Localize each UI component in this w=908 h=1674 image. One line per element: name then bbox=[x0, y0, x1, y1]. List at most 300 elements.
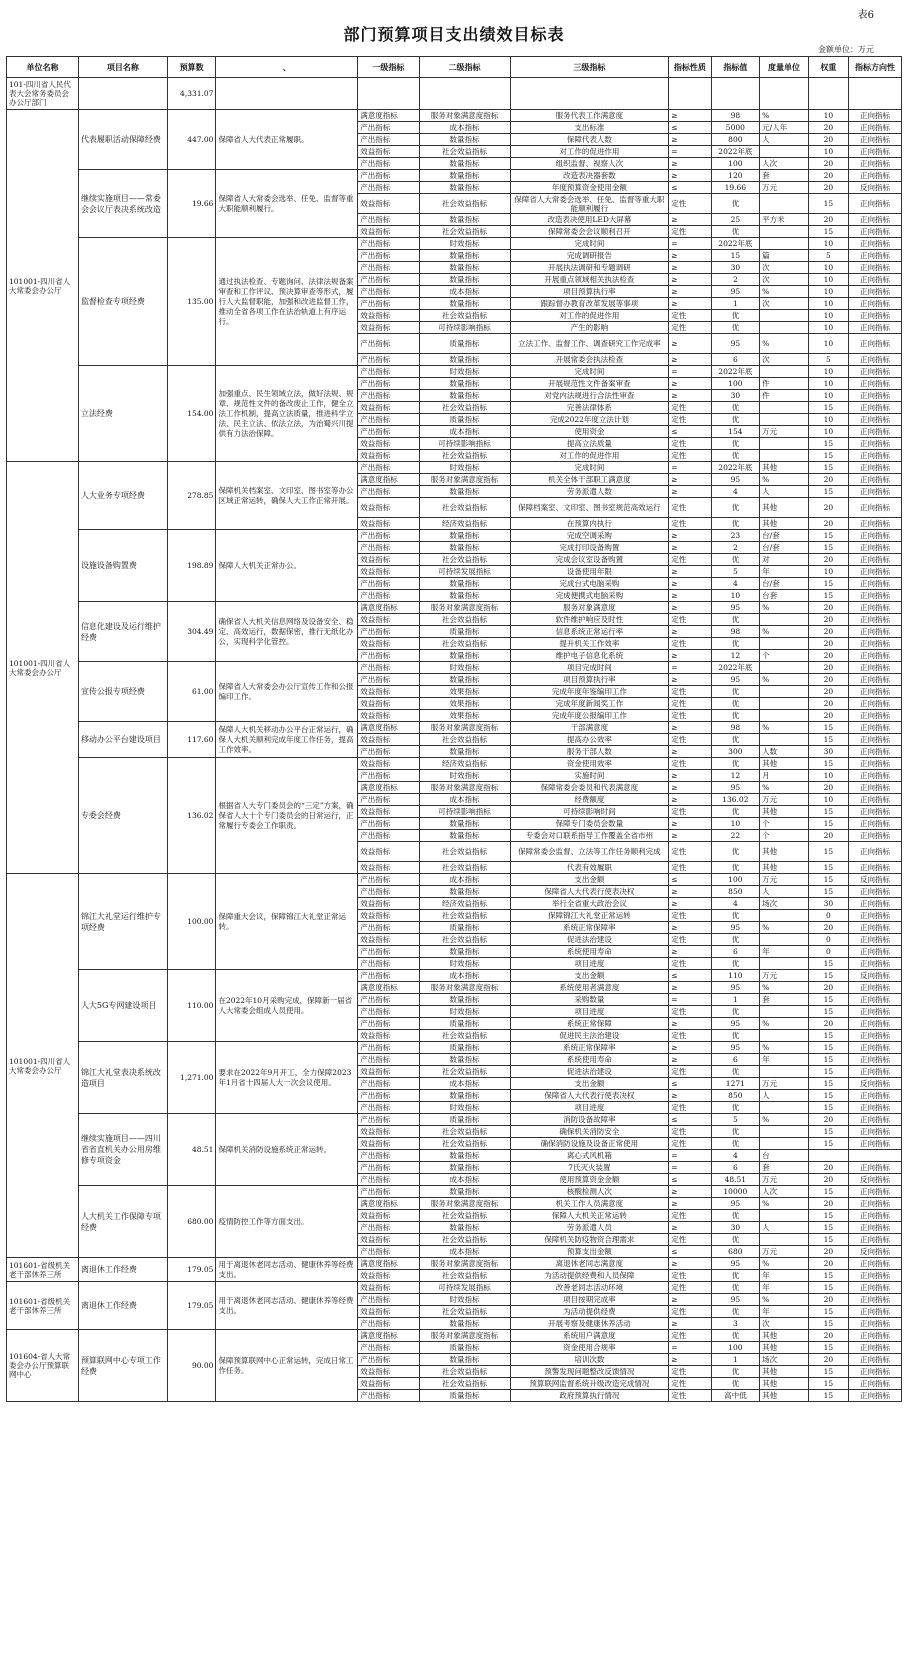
direction: 正向指标 bbox=[849, 122, 902, 134]
level3-indicator: 对工作的促进作用 bbox=[510, 146, 669, 158]
weight: 15 bbox=[808, 590, 848, 602]
measure-unit: 其他 bbox=[760, 1366, 809, 1378]
indicator-nature: ≤ bbox=[669, 874, 711, 886]
level2-indicator: 社会效益指标 bbox=[419, 1030, 510, 1042]
level3-indicator: 对党内法规进行合法性审查 bbox=[510, 390, 669, 402]
level2-indicator: 数量指标 bbox=[419, 354, 510, 366]
budget-cell: 117.60 bbox=[167, 722, 216, 758]
indicator-nature: 定性 bbox=[669, 958, 711, 970]
table-row bbox=[7, 78, 902, 110]
indicator-value: 680 bbox=[711, 1246, 760, 1258]
indicator-value: 1 bbox=[711, 1354, 760, 1366]
level1-indicator: 效益指标 bbox=[358, 910, 419, 922]
budget-cell: 110.00 bbox=[167, 970, 216, 1042]
level2-indicator: 数量指标 bbox=[419, 262, 510, 274]
measure-unit: 其他 bbox=[760, 498, 809, 518]
indicator-nature: 定性 bbox=[669, 1378, 711, 1390]
budget-cell: 198.89 bbox=[167, 530, 216, 602]
measure-unit: 万元 bbox=[760, 970, 809, 982]
level1-indicator: 产出指标 bbox=[358, 214, 419, 226]
indicator-nature: ≥ bbox=[669, 214, 711, 226]
level2-indicator: 数量指标 bbox=[419, 486, 510, 498]
level3-indicator: 组织监督、视察人次 bbox=[510, 158, 669, 170]
measure-unit bbox=[760, 1138, 809, 1150]
level1-indicator: 效益指标 bbox=[358, 1126, 419, 1138]
measure-unit: 人 bbox=[760, 1222, 809, 1234]
weight: 10 bbox=[808, 366, 848, 378]
unit-name-cell: 101604-省人大常委会办公厅预算联网中心 bbox=[7, 1330, 79, 1402]
unit-name-cell: 101-四川省人民代表大会常务委员会办公厅部门 bbox=[7, 78, 79, 110]
indicator-value: 优 bbox=[711, 1330, 760, 1342]
indicator-nature: ≥ bbox=[669, 830, 711, 842]
level1-indicator: 效益指标 bbox=[358, 554, 419, 566]
weight: 15 bbox=[808, 1186, 848, 1198]
level3-indicator: 完成年度年鉴编印工作 bbox=[510, 686, 669, 698]
direction: 正向指标 bbox=[849, 1162, 902, 1174]
level1-indicator: 产出指标 bbox=[358, 1318, 419, 1330]
weight: 20 bbox=[808, 214, 848, 226]
level3-indicator: 对工作的促进作用 bbox=[510, 450, 669, 462]
direction: 正向指标 bbox=[849, 474, 902, 486]
indicator-value: 优 bbox=[711, 498, 760, 518]
level1-indicator: 产出指标 bbox=[358, 662, 419, 674]
weight: 15 bbox=[808, 1042, 848, 1054]
indicator-value: 4 bbox=[711, 1150, 760, 1162]
indicator-nature: 定性 bbox=[669, 934, 711, 946]
indicator-value: 95 bbox=[711, 1258, 760, 1270]
level2-indicator: 数量指标 bbox=[419, 170, 510, 182]
weight: 15 bbox=[808, 1366, 848, 1378]
indicator-nature: 定性 bbox=[669, 322, 711, 334]
direction: 正向指标 bbox=[849, 1114, 902, 1126]
weight: 15 bbox=[808, 1006, 848, 1018]
level3-indicator: 消防设备故障率 bbox=[510, 1114, 669, 1126]
level3-indicator: 服务对象满意度 bbox=[510, 602, 669, 614]
direction: 正向指标 bbox=[849, 1210, 902, 1222]
direction: 正向指标 bbox=[849, 794, 902, 806]
budget-cell: 4,331.07 bbox=[167, 78, 216, 110]
unit-name-cell: 101601-省级机关老干部休养三所 bbox=[7, 1258, 79, 1282]
level1-indicator: 效益指标 bbox=[358, 614, 419, 626]
indicator-nature: ≥ bbox=[669, 262, 711, 274]
project-name-cell: 预算联网中心专项工作经费 bbox=[78, 1330, 167, 1402]
measure-unit: 年 bbox=[760, 1054, 809, 1066]
direction: 正向指标 bbox=[849, 566, 902, 578]
project-description-cell: 保障省人大常委会办公厅宣传工作和公报编印工作。 bbox=[216, 662, 358, 722]
project-name-cell: 立法经费 bbox=[78, 366, 167, 462]
indicator-nature: ≥ bbox=[669, 566, 711, 578]
level2-indicator: 社会效益指标 bbox=[419, 1234, 510, 1246]
indicator-nature: ≤ bbox=[669, 182, 711, 194]
level2-indicator: 数量指标 bbox=[419, 818, 510, 830]
project-description-cell: 通过执法检查、专题询问、法律法规备案审查和工作评议、预决算审查等形式，履行人大监督职能，加强和改进监督工作，推动全省各项工作在法治轨道上有序运行。 bbox=[216, 238, 358, 366]
budget-cell: 179.05 bbox=[167, 1282, 216, 1330]
project-name-cell: 移动办公平台建设项目 bbox=[78, 722, 167, 758]
level2-indicator: 成本指标 bbox=[419, 874, 510, 886]
measure-unit: 万元 bbox=[760, 182, 809, 194]
table-row bbox=[7, 238, 902, 250]
direction: 反向指标 bbox=[849, 182, 902, 194]
weight: 20 bbox=[808, 922, 848, 934]
level3-indicator: 劳务派遣人员 bbox=[510, 1222, 669, 1234]
indicator-value: 3 bbox=[711, 1318, 760, 1330]
level3-indicator: 促进法治建设 bbox=[510, 934, 669, 946]
indicator-value: 优 bbox=[711, 1066, 760, 1078]
empty-cell bbox=[216, 78, 358, 110]
measure-unit bbox=[760, 194, 809, 214]
level3-indicator: 保障常委会监督、立法等工作任务顺利完成 bbox=[510, 842, 669, 862]
indicator-value: 优 bbox=[711, 1282, 760, 1294]
level2-indicator: 时效指标 bbox=[419, 366, 510, 378]
measure-unit: 次 bbox=[760, 274, 809, 286]
indicator-value: 2022年底 bbox=[711, 366, 760, 378]
level3-indicator: 保障锦江大礼堂正常运转 bbox=[510, 910, 669, 922]
indicator-nature: ≥ bbox=[669, 602, 711, 614]
weight: 15 bbox=[808, 1054, 848, 1066]
level3-indicator: 改造表决器套数 bbox=[510, 170, 669, 182]
indicator-value: 优 bbox=[711, 758, 760, 770]
project-name-cell: 锦江大礼堂表决系统改造项目 bbox=[78, 1042, 167, 1114]
indicator-value: 4 bbox=[711, 486, 760, 498]
budget-cell: 278.85 bbox=[167, 462, 216, 530]
level3-indicator: 立法工作、监督工作、调查研究工作完成率 bbox=[510, 334, 669, 354]
level1-indicator: 产出指标 bbox=[358, 530, 419, 542]
level1-indicator: 产出指标 bbox=[358, 354, 419, 366]
indicator-nature: ≥ bbox=[669, 390, 711, 402]
measure-unit: 台套 bbox=[760, 590, 809, 602]
direction: 正向指标 bbox=[849, 1306, 902, 1318]
measure-unit: 其他 bbox=[760, 1330, 809, 1342]
measure-unit bbox=[760, 638, 809, 650]
project-name-cell: 人大5G专网建设项目 bbox=[78, 970, 167, 1042]
empty-cell bbox=[808, 78, 848, 110]
level1-indicator: 产出指标 bbox=[358, 830, 419, 842]
indicator-value: 优 bbox=[711, 310, 760, 322]
indicator-value: 95 bbox=[711, 1294, 760, 1306]
indicator-nature: 定性 bbox=[669, 1234, 711, 1246]
direction: 正向指标 bbox=[849, 590, 902, 602]
level2-indicator: 服务对象满意度指标 bbox=[419, 982, 510, 994]
direction: 正向指标 bbox=[849, 1270, 902, 1282]
indicator-nature: 定性 bbox=[669, 734, 711, 746]
weight: 20 bbox=[808, 1162, 848, 1174]
level3-indicator: 预算联网监督系统升级改造完成情况 bbox=[510, 1378, 669, 1390]
indicator-value: 25 bbox=[711, 214, 760, 226]
weight: 0 bbox=[808, 910, 848, 922]
project-description-cell: 用于离退休老同志活动、健康休养等经费支出。 bbox=[216, 1258, 358, 1282]
direction: 正向指标 bbox=[849, 366, 902, 378]
indicator-nature: 定性 bbox=[669, 710, 711, 722]
level1-indicator: 产出指标 bbox=[358, 874, 419, 886]
level2-indicator: 社会效益指标 bbox=[419, 194, 510, 214]
column-header: 单位名称 bbox=[7, 57, 79, 78]
direction: 正向指标 bbox=[849, 982, 902, 994]
indicator-value: 19.66 bbox=[711, 182, 760, 194]
level2-indicator: 社会效益指标 bbox=[419, 1270, 510, 1282]
measure-unit bbox=[760, 662, 809, 674]
level2-indicator: 成本指标 bbox=[419, 122, 510, 134]
indicator-value: 95 bbox=[711, 474, 760, 486]
level3-indicator: 系统使用者满意度 bbox=[510, 982, 669, 994]
measure-unit: % bbox=[760, 1018, 809, 1030]
level1-indicator: 满意度指标 bbox=[358, 1198, 419, 1210]
weight bbox=[808, 1150, 848, 1162]
project-name-cell: 宣传公报专项经费 bbox=[78, 662, 167, 722]
budget-cell: 61.00 bbox=[167, 662, 216, 722]
level2-indicator: 质量指标 bbox=[419, 1042, 510, 1054]
indicator-value: 98 bbox=[711, 110, 760, 122]
weight: 10 bbox=[808, 262, 848, 274]
measure-unit: 人 bbox=[760, 486, 809, 498]
level2-indicator: 经济效益指标 bbox=[419, 518, 510, 530]
weight: 10 bbox=[808, 378, 848, 390]
level2-indicator: 数量指标 bbox=[419, 830, 510, 842]
weight: 15 bbox=[808, 1390, 848, 1402]
weight: 5 bbox=[808, 250, 848, 262]
project-description-cell: 确保省人大机关信息网络及设备安全、稳定、高效运行，数据保密，推行无纸化办公，实现科学化管控。 bbox=[216, 602, 358, 662]
direction: 正向指标 bbox=[849, 1294, 902, 1306]
measure-unit: % bbox=[760, 334, 809, 354]
indicator-value: 优 bbox=[711, 638, 760, 650]
level1-indicator: 效益指标 bbox=[358, 686, 419, 698]
direction: 正向指标 bbox=[849, 934, 902, 946]
level1-indicator: 效益指标 bbox=[358, 758, 419, 770]
level2-indicator: 时效指标 bbox=[419, 1102, 510, 1114]
level2-indicator: 社会效益指标 bbox=[419, 310, 510, 322]
weight: 15 bbox=[808, 1318, 848, 1330]
indicator-nature: ≥ bbox=[669, 982, 711, 994]
level2-indicator: 数量指标 bbox=[419, 1150, 510, 1162]
empty-cell bbox=[849, 78, 902, 110]
level1-indicator: 满意度指标 bbox=[358, 110, 419, 122]
budget-cell: 680.00 bbox=[167, 1186, 216, 1258]
table-row bbox=[7, 970, 902, 982]
budget-cell: 90.00 bbox=[167, 1330, 216, 1402]
indicator-nature: 定性 bbox=[669, 414, 711, 426]
level1-indicator: 效益指标 bbox=[358, 806, 419, 818]
indicator-nature: ≥ bbox=[669, 946, 711, 958]
project-name-cell: 人大业务专项经费 bbox=[78, 462, 167, 530]
level2-indicator: 数量指标 bbox=[419, 390, 510, 402]
level1-indicator: 产出指标 bbox=[358, 1150, 419, 1162]
weight: 10 bbox=[808, 110, 848, 122]
indicator-nature: ≥ bbox=[669, 542, 711, 554]
level2-indicator: 社会效益指标 bbox=[419, 402, 510, 414]
indicator-nature: ≥ bbox=[669, 1318, 711, 1330]
level2-indicator: 数量指标 bbox=[419, 1186, 510, 1198]
level3-indicator: 完善法律体系 bbox=[510, 402, 669, 414]
indicator-nature: 定性 bbox=[669, 1210, 711, 1222]
measure-unit bbox=[760, 958, 809, 970]
column-header: 项目名称 bbox=[78, 57, 167, 78]
direction: 正向指标 bbox=[849, 262, 902, 274]
level1-indicator: 产出指标 bbox=[358, 1042, 419, 1054]
direction: 正向指标 bbox=[849, 602, 902, 614]
direction: 正向指标 bbox=[849, 322, 902, 334]
weight: 15 bbox=[808, 722, 848, 734]
level1-indicator: 效益指标 bbox=[358, 1366, 419, 1378]
level3-indicator: 完成时间 bbox=[510, 238, 669, 250]
measure-unit bbox=[760, 698, 809, 710]
level3-indicator: 保障常委会会议顺利召开 bbox=[510, 226, 669, 238]
weight: 10 bbox=[808, 334, 848, 354]
measure-unit bbox=[760, 614, 809, 626]
indicator-nature: ≥ bbox=[669, 158, 711, 170]
indicator-value: 850 bbox=[711, 886, 760, 898]
level2-indicator: 数量指标 bbox=[419, 1222, 510, 1234]
level3-indicator: 系统使用寿命 bbox=[510, 1054, 669, 1066]
measure-unit: 人 bbox=[760, 886, 809, 898]
level2-indicator: 社会效益指标 bbox=[419, 1306, 510, 1318]
indicator-value: 23 bbox=[711, 530, 760, 542]
table-row bbox=[7, 1258, 902, 1270]
level2-indicator: 可持续影响指标 bbox=[419, 806, 510, 818]
project-name-cell: 继续实施项目——四川省省直机关办公用房维修专项资金 bbox=[78, 1114, 167, 1186]
indicator-value: 1 bbox=[711, 994, 760, 1006]
direction: 正向指标 bbox=[849, 402, 902, 414]
weight: 20 bbox=[808, 1174, 848, 1186]
indicator-nature: 定性 bbox=[669, 698, 711, 710]
level2-indicator: 经济效益指标 bbox=[419, 898, 510, 910]
level2-indicator: 数量指标 bbox=[419, 1054, 510, 1066]
weight: 20 bbox=[808, 182, 848, 194]
level1-indicator: 产出指标 bbox=[358, 262, 419, 274]
indicator-nature: ≥ bbox=[669, 134, 711, 146]
level3-indicator: 提高办公效率 bbox=[510, 734, 669, 746]
level2-indicator: 服务对象满意度指标 bbox=[419, 110, 510, 122]
direction: 正向指标 bbox=[849, 806, 902, 818]
direction: 正向指标 bbox=[849, 1390, 902, 1402]
project-name-cell: 继续实施项目——常委会会议厅表决系统改造 bbox=[78, 170, 167, 238]
direction: 正向指标 bbox=[849, 310, 902, 322]
indicator-nature: ≥ bbox=[669, 1222, 711, 1234]
indicator-value: 5000 bbox=[711, 122, 760, 134]
level1-indicator: 产出指标 bbox=[358, 770, 419, 782]
measure-unit bbox=[760, 1102, 809, 1114]
column-header: 三级指标 bbox=[510, 57, 669, 78]
measure-unit: % bbox=[760, 982, 809, 994]
direction: 正向指标 bbox=[849, 886, 902, 898]
weight: 0 bbox=[808, 946, 848, 958]
level3-indicator: 专委会对口联系指导工作覆盖全省市州 bbox=[510, 830, 669, 842]
project-description-cell: 保障省人大常委会选举、任免、监督等重大职能顺利履行。 bbox=[216, 170, 358, 238]
weight: 15 bbox=[808, 806, 848, 818]
direction: 正向指标 bbox=[849, 1018, 902, 1030]
indicator-nature: ≥ bbox=[669, 1186, 711, 1198]
level1-indicator: 产出指标 bbox=[358, 1102, 419, 1114]
table-row bbox=[7, 530, 902, 542]
indicator-value: 2 bbox=[711, 542, 760, 554]
direction: 反向指标 bbox=[849, 1246, 902, 1258]
level2-indicator: 数量指标 bbox=[419, 158, 510, 170]
level3-indicator: 开展常委会执法检查 bbox=[510, 354, 669, 366]
level3-indicator: 培训次数 bbox=[510, 1354, 669, 1366]
level1-indicator: 产出指标 bbox=[358, 1390, 419, 1402]
level2-indicator: 质量指标 bbox=[419, 334, 510, 354]
indicator-nature: ≥ bbox=[669, 286, 711, 298]
weight: 20 bbox=[808, 1258, 848, 1270]
project-description-cell: 保障机关消防设施系统正常运转。 bbox=[216, 1114, 358, 1186]
indicator-nature: 定性 bbox=[669, 226, 711, 238]
budget-cell: 179.05 bbox=[167, 1258, 216, 1282]
weight: 20 bbox=[808, 1354, 848, 1366]
level2-indicator: 服务对象满意度指标 bbox=[419, 1198, 510, 1210]
level3-indicator: 项目完成时间 bbox=[510, 662, 669, 674]
measure-unit: 万元 bbox=[760, 874, 809, 886]
measure-unit: 其他 bbox=[760, 758, 809, 770]
weight: 20 bbox=[808, 686, 848, 698]
indicator-nature: ≥ bbox=[669, 378, 711, 390]
level3-indicator: 对工作的促进作用 bbox=[510, 310, 669, 322]
level2-indicator: 社会效益指标 bbox=[419, 1066, 510, 1078]
level2-indicator: 社会效益指标 bbox=[419, 1126, 510, 1138]
project-description-cell: 用于离退休老同志活动、健康休养等经费支出。 bbox=[216, 1282, 358, 1330]
level1-indicator: 满意度指标 bbox=[358, 602, 419, 614]
empty-cell bbox=[669, 78, 711, 110]
measure-unit bbox=[760, 1126, 809, 1138]
indicator-value: 136.02 bbox=[711, 794, 760, 806]
level3-indicator: 保障代表人数 bbox=[510, 134, 669, 146]
direction: 正向指标 bbox=[849, 530, 902, 542]
indicator-nature: 定性 bbox=[669, 1030, 711, 1042]
measure-unit: 件 bbox=[760, 390, 809, 402]
budget-cell: 19.66 bbox=[167, 170, 216, 238]
empty-cell bbox=[760, 78, 809, 110]
direction: 反向指标 bbox=[849, 970, 902, 982]
direction: 正向指标 bbox=[849, 650, 902, 662]
measure-unit: 人 bbox=[760, 1090, 809, 1102]
unit-note: 金额单位：万元 bbox=[818, 45, 874, 54]
weight: 20 bbox=[808, 122, 848, 134]
direction: 正向指标 bbox=[849, 226, 902, 238]
level1-indicator: 产出指标 bbox=[358, 1246, 419, 1258]
indicator-nature: = bbox=[669, 462, 711, 474]
weight: 10 bbox=[808, 770, 848, 782]
direction: 正向指标 bbox=[849, 1258, 902, 1270]
direction: 正向指标 bbox=[849, 842, 902, 862]
indicator-nature: 定性 bbox=[669, 1270, 711, 1282]
level1-indicator: 产出指标 bbox=[358, 182, 419, 194]
measure-unit: 台/套 bbox=[760, 578, 809, 590]
weight: 10 bbox=[808, 238, 848, 250]
level3-indicator: 完成时间 bbox=[510, 462, 669, 474]
direction: 正向指标 bbox=[849, 614, 902, 626]
weight: 20 bbox=[808, 650, 848, 662]
unit-name-cell: 101601-省级机关老干部休养三所 bbox=[7, 1282, 79, 1330]
indicator-nature: ≥ bbox=[669, 486, 711, 498]
level3-indicator: 系统正常保障率 bbox=[510, 922, 669, 934]
measure-unit: % bbox=[760, 110, 809, 122]
level2-indicator: 社会效益指标 bbox=[419, 842, 510, 862]
direction: 正向指标 bbox=[849, 710, 902, 722]
weight: 30 bbox=[808, 746, 848, 758]
weight: 15 bbox=[808, 1090, 848, 1102]
indicator-nature: 定性 bbox=[669, 450, 711, 462]
level1-indicator: 效益指标 bbox=[358, 322, 419, 334]
measure-unit bbox=[760, 414, 809, 426]
indicator-nature: 定性 bbox=[669, 1006, 711, 1018]
level2-indicator: 可持续发展指标 bbox=[419, 1282, 510, 1294]
level2-indicator: 成本指标 bbox=[419, 794, 510, 806]
level1-indicator: 产出指标 bbox=[358, 1174, 419, 1186]
level1-indicator: 效益指标 bbox=[358, 1234, 419, 1246]
direction: 正向指标 bbox=[849, 862, 902, 874]
weight: 30 bbox=[808, 898, 848, 910]
measure-unit bbox=[760, 450, 809, 462]
level1-indicator: 效益指标 bbox=[358, 842, 419, 862]
indicator-nature: 定性 bbox=[669, 758, 711, 770]
measure-unit bbox=[760, 734, 809, 746]
